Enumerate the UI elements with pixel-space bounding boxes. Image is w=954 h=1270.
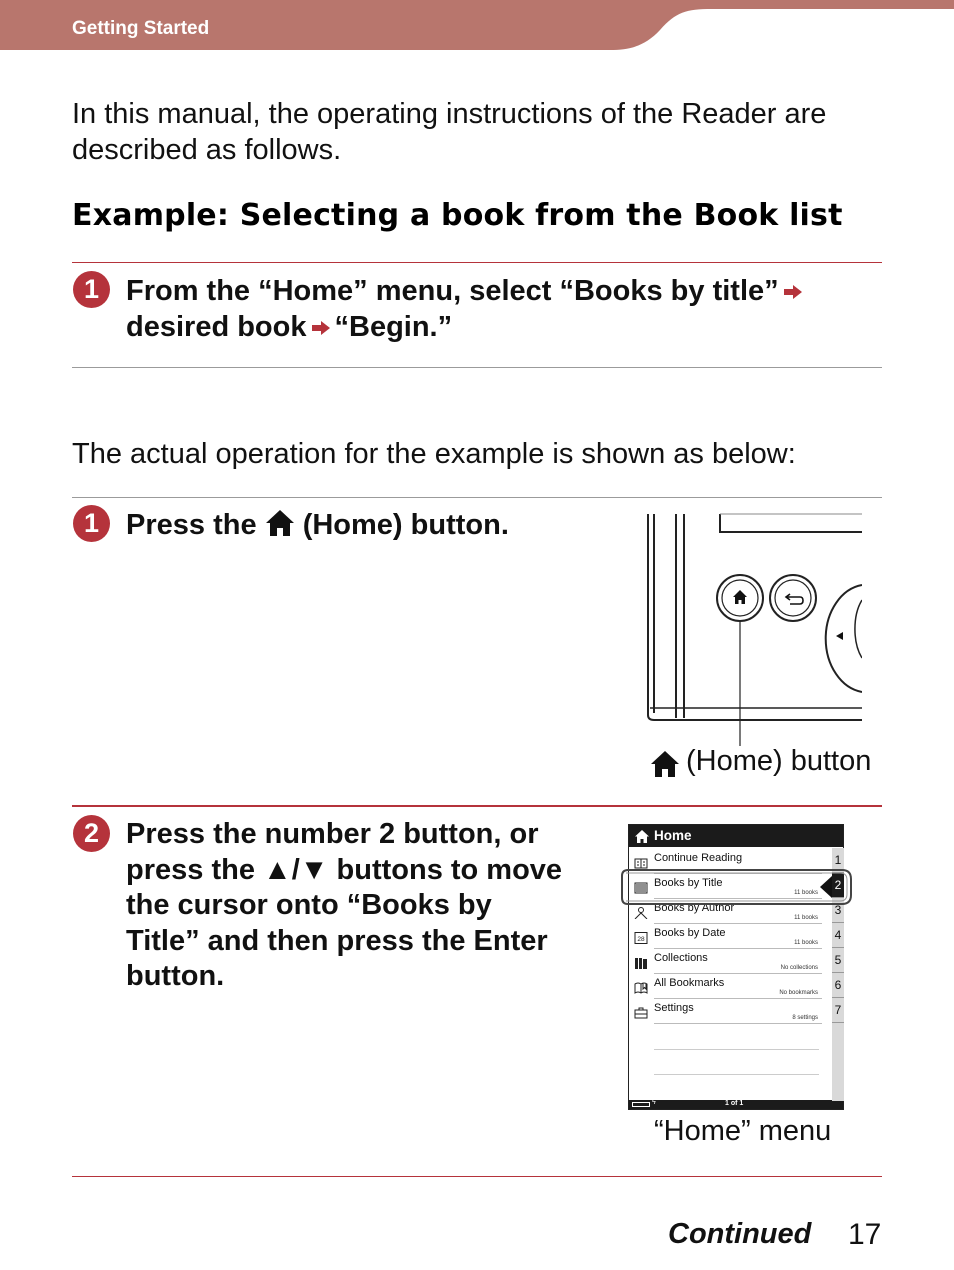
number-column-fill	[832, 1023, 844, 1101]
menu-number: 6	[832, 973, 844, 998]
example-step-line2a: desired book	[126, 310, 307, 343]
menu-item-sub: 11 books	[794, 940, 818, 946]
selection-cursor	[620, 868, 854, 906]
settings-icon	[634, 1007, 648, 1019]
home-icon	[650, 750, 680, 778]
home-button-icon	[733, 590, 747, 604]
menu-item-collections[interactable]	[629, 949, 832, 974]
page-number: 17	[848, 1218, 882, 1251]
step-badge: 1	[73, 505, 110, 542]
divider	[72, 805, 882, 807]
menu-item-label: Books by Author	[654, 902, 735, 914]
menu-item-settings[interactable]	[629, 999, 832, 1024]
menu-number: 3	[832, 898, 844, 923]
menu-item-label: Books by Date	[654, 927, 726, 939]
back-button-icon	[786, 594, 803, 604]
home-menu-title-bar	[629, 825, 843, 847]
step2-line: Press the number 2 button, or	[126, 818, 539, 850]
menu-item-label: All Bookmarks	[654, 977, 725, 989]
charging-icon: ϟ	[652, 1099, 656, 1106]
divider	[72, 1176, 882, 1177]
menu-number-selected: 2	[832, 873, 844, 898]
home-menu-caption: “Home” menu	[654, 1115, 832, 1147]
section-title: Getting Started	[72, 18, 210, 39]
reader-device-illustration	[640, 510, 862, 750]
continued-label: Continued	[668, 1218, 812, 1250]
divider	[72, 367, 882, 368]
step2-line: press the ▲/▼ buttons to move	[126, 853, 563, 886]
intro-paragraph: In this manual, the operating instructions of the Reader are described as follows.	[72, 98, 827, 166]
menu-item-label: Collections	[654, 952, 708, 964]
menu-item-all-bookmarks[interactable]	[629, 974, 832, 999]
books-by-author-icon	[634, 907, 648, 919]
menu-item-books-by-date[interactable]	[629, 924, 832, 949]
page-indicator: 1 of 1	[725, 1100, 744, 1107]
menu-item-sub: 8 settings	[792, 1015, 818, 1021]
menu-item-label: Settings	[654, 1002, 694, 1014]
step1-text	[126, 508, 509, 544]
arrow-right-icon	[311, 320, 331, 336]
bookmarks-icon	[634, 982, 648, 994]
menu-item-sub: No collections	[780, 965, 818, 971]
status-bar	[629, 1100, 843, 1109]
home-icon	[265, 509, 295, 537]
step-badge: 2	[73, 815, 110, 852]
step1-text-after: (Home) button.	[302, 509, 509, 541]
step2-text	[126, 817, 596, 995]
collections-icon	[634, 957, 648, 969]
books-by-date-icon	[634, 932, 648, 944]
arrow-right-icon	[783, 284, 803, 300]
menu-item-label: Books by Title	[654, 877, 723, 889]
cursor-pointer-icon	[820, 876, 832, 898]
example-heading: Example: Selecting a book from the Book list	[72, 198, 843, 233]
menu-number: 7	[832, 998, 844, 1023]
menu-number: 4	[832, 923, 844, 948]
home-menu-screen	[628, 824, 844, 1110]
menu-item-sub: No bookmarks	[779, 990, 818, 996]
example-step-text	[126, 274, 886, 345]
divider	[72, 262, 882, 263]
calendar-day-number: 28	[637, 936, 645, 943]
home-menu-title: Home	[654, 828, 692, 843]
battery-icon	[632, 1102, 650, 1107]
menu-item-sub: 11 books	[794, 915, 818, 921]
menu-number: 1	[832, 848, 844, 873]
left-arrow-icon	[836, 632, 843, 640]
home-button-caption: (Home) button	[686, 745, 872, 777]
step2-line: the cursor onto “Books by	[126, 889, 492, 921]
divider	[72, 497, 882, 498]
step-badge: 1	[73, 271, 110, 308]
menu-number: 5	[832, 948, 844, 973]
home-icon	[635, 830, 649, 843]
example-step-line2b: “Begin.”	[334, 310, 453, 343]
menu-item-label: Continue Reading	[654, 852, 743, 864]
step1-text-before: Press the	[126, 509, 257, 541]
actual-operation-intro: The actual operation for the example is shown as below:	[72, 438, 796, 470]
step2-line: Title” and then press the Enter	[126, 924, 548, 957]
step2-line: button.	[126, 960, 225, 992]
menu-item-sub: 11 books	[794, 890, 818, 896]
example-step-line1: From the “Home” menu, select “Books by title”	[126, 275, 779, 307]
